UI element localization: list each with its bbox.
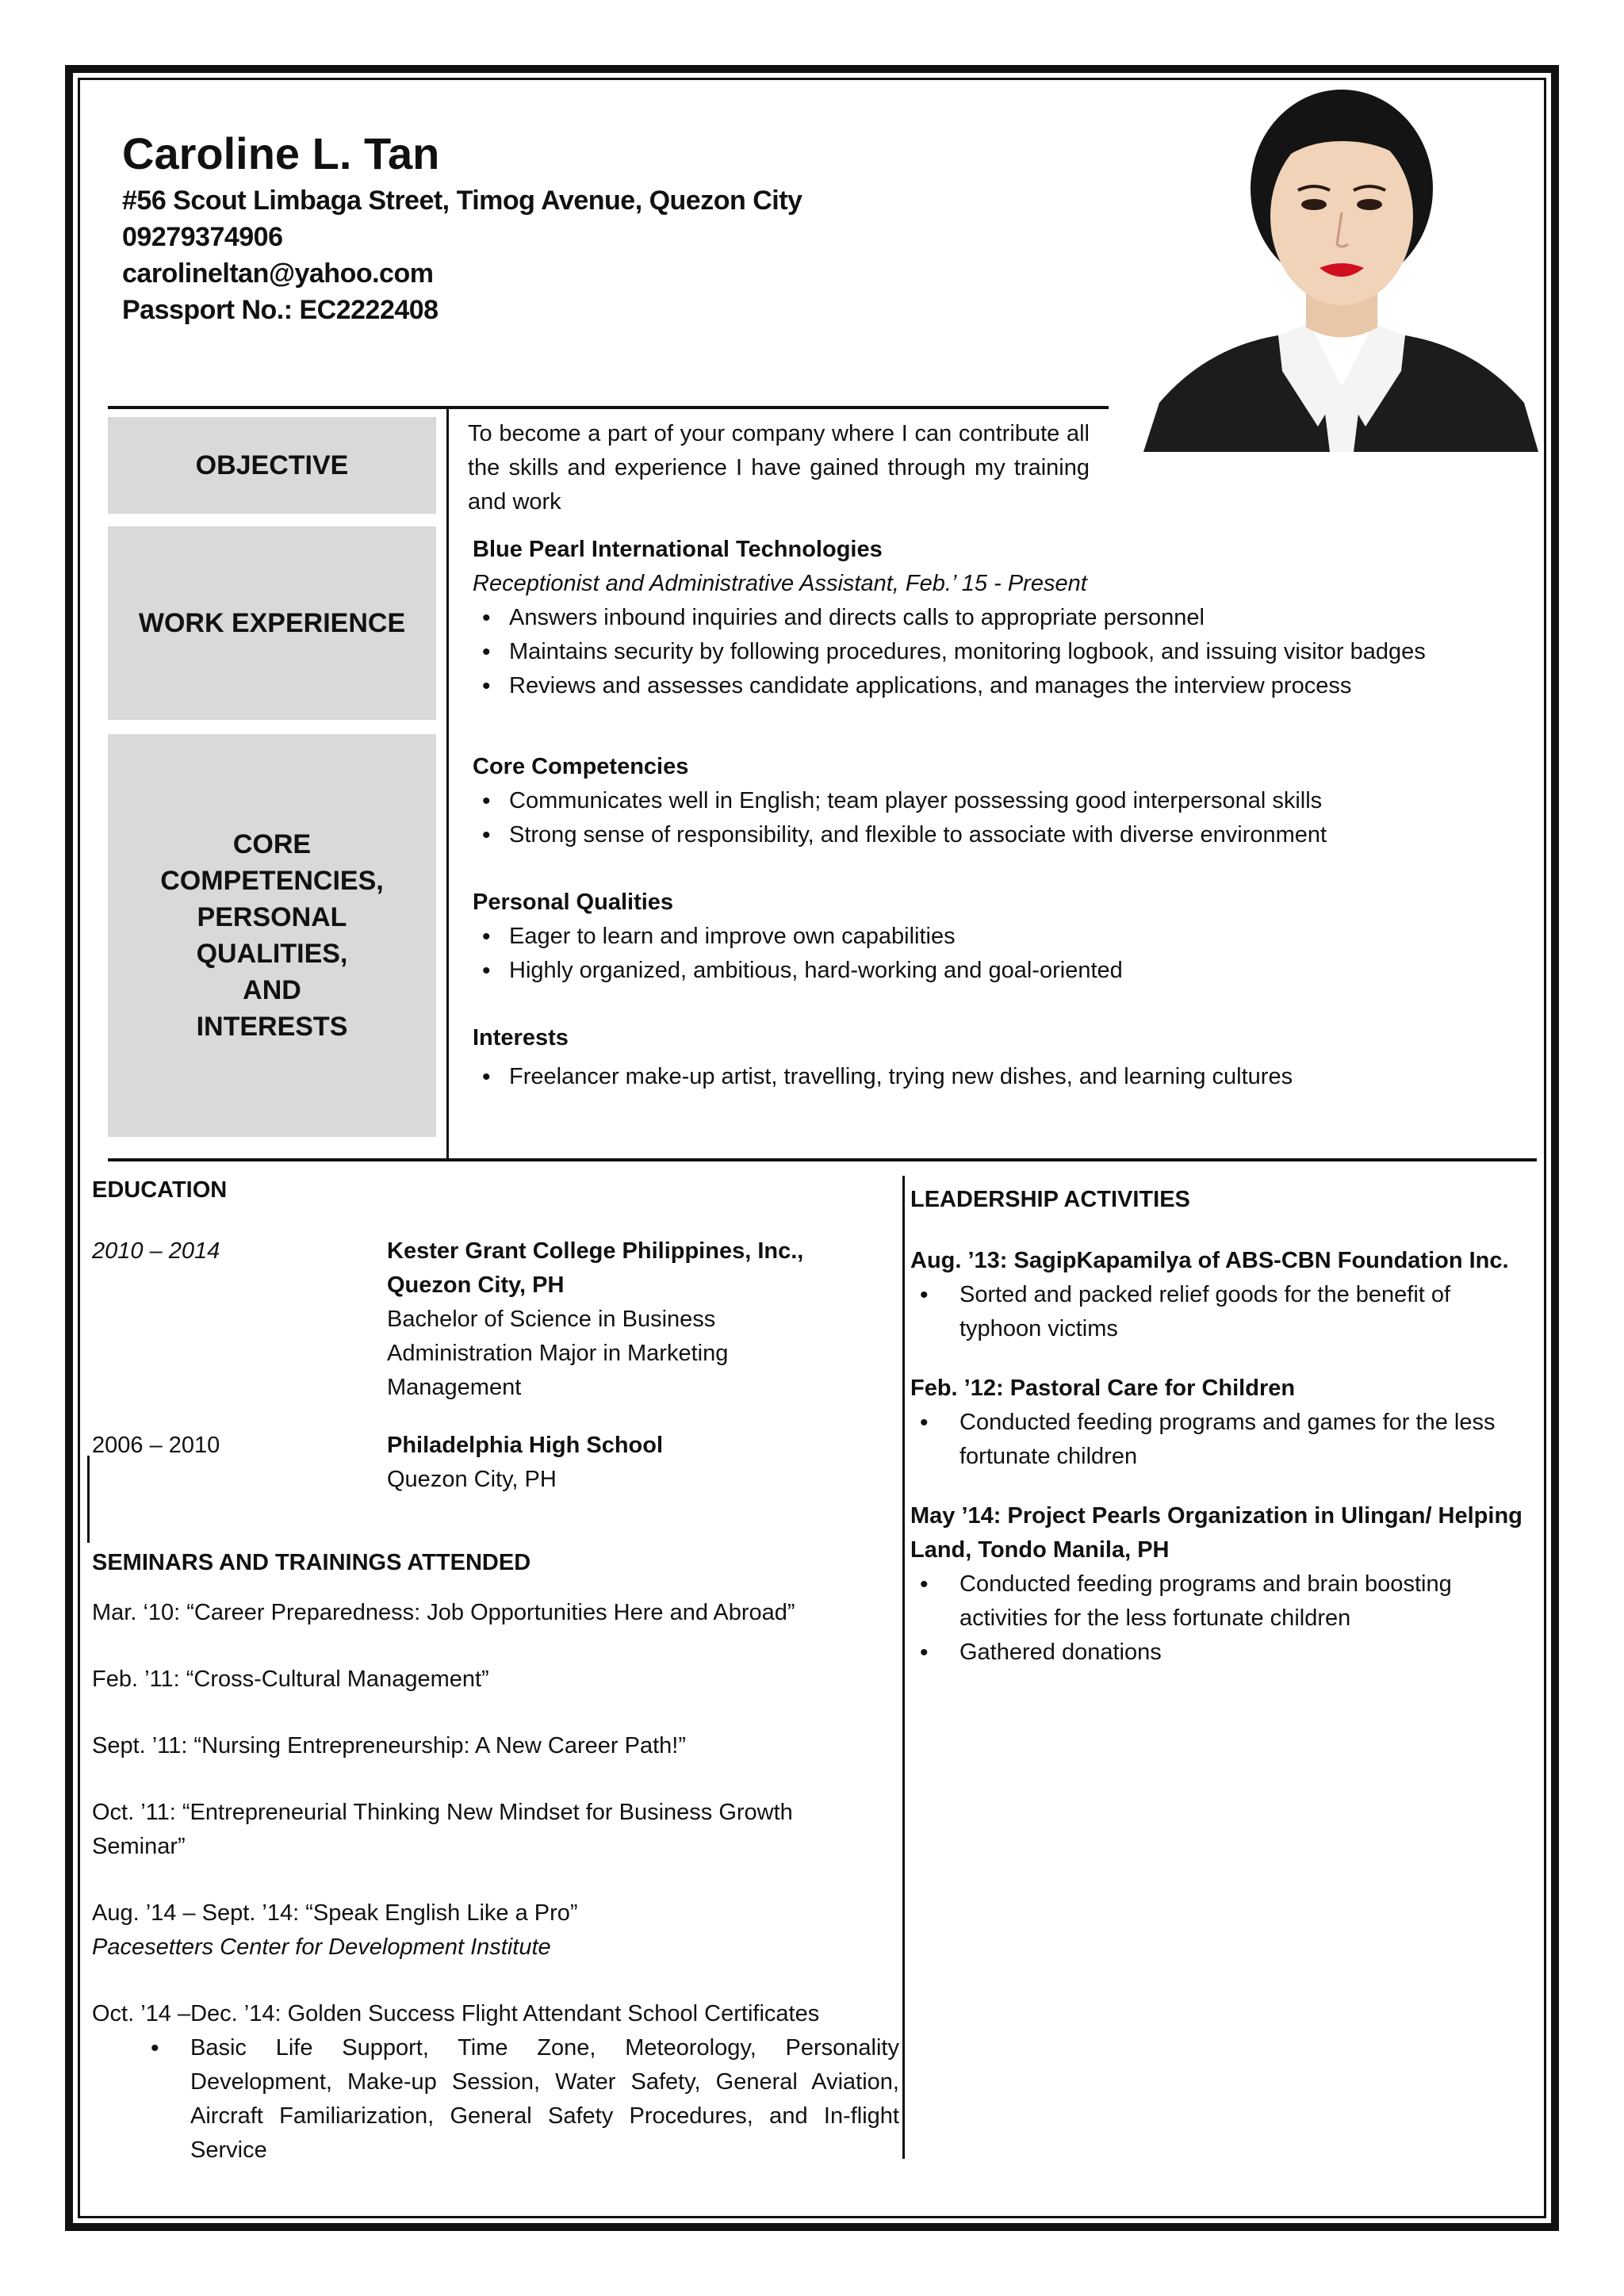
leadership-heading: Aug. ’13: SagipKapamilya of ABS-CBN Foundation Inc. (910, 1248, 1509, 1273)
core-label-line: PERSONAL (197, 902, 347, 932)
education-side-rule (87, 1456, 90, 1543)
core-label-line: CORE (232, 829, 312, 859)
passport-number: Passport No.: EC2222408 (122, 295, 439, 325)
work-experience-section (473, 533, 1535, 703)
education-entry (92, 1429, 885, 1497)
seminar-item: Feb. ’11: “Cross-Cultural Management” (92, 1667, 489, 1692)
degree-line: Management (387, 1375, 522, 1400)
leadership-item: • Conducted feeding programs and brain boosting activities for the less fortunate children (910, 1567, 1526, 1636)
work-duty: • Answers inbound inquiries and directs calls to appropriate personnel (473, 601, 1535, 635)
phone-number: 09279374906 (122, 222, 283, 252)
objective-text: To become a part of your company where I can contribute all the skills and experience I have gained through my training and work (468, 421, 1090, 515)
job-title: Receptionist and Administrative Assistant, Feb.’ 15 - Present (473, 571, 1087, 596)
leadership-item: • Sorted and packed relief goods for the benefit of typhoon victims (910, 1278, 1526, 1346)
company-name: Blue Pearl International Technologies (473, 537, 883, 562)
competency-item: • Communicates well in English; team player possessing good interpersonal skills (473, 784, 1535, 818)
work-experience-label: WORK EXPERIENCE (138, 608, 406, 638)
education-entry (92, 1234, 885, 1405)
leadership-item: • Gathered donations (910, 1636, 1526, 1670)
core-section (473, 750, 1535, 1094)
bottom-column-divider (902, 1176, 905, 2159)
leadership-title: LEADERSHIP ACTIVITIES (910, 1187, 1190, 1212)
leadership-heading: May ’14: Project Pearls Organization in Ulingan/ Helping Land, Tondo Manila, PH (910, 1503, 1522, 1563)
objective-label-box (108, 417, 436, 514)
education-title: EDUCATION (92, 1177, 228, 1203)
core-label-line: INTERESTS (196, 1012, 348, 1042)
seminar-item: Oct. ’11: “Entrepreneurial Thinking New Mindset for Business Growth Seminar” (92, 1800, 793, 1859)
work-duty: • Maintains security by following procedures, monitoring logbook, and issuing visitor badges (473, 635, 1535, 669)
leadership-item: • Conducted feeding programs and games for the less fortunate children (910, 1406, 1526, 1474)
education-years: 2010 – 2014 (92, 1238, 220, 1264)
education-section (92, 1173, 885, 1497)
quality-item: • Highly organized, ambitious, hard-working and goal-oriented (473, 954, 1535, 988)
seminar-item: Mar. ‘10: “Career Preparedness: Job Opportunities Here and Abroad” (92, 1600, 795, 1625)
school-name: Kester Grant College Philippines, Inc., (387, 1238, 804, 1264)
school-location: Quezon City, PH (387, 1467, 557, 1492)
applicant-name: Caroline L. Tan (122, 128, 440, 178)
objective-label: OBJECTIVE (195, 450, 349, 480)
core-label-line: COMPETENCIES, (160, 866, 384, 896)
education-years: 2006 – 2010 (92, 1433, 220, 1458)
school-name: Philadelphia High School (387, 1433, 664, 1458)
leadership-section (910, 1183, 1526, 1670)
left-column-divider (446, 406, 449, 1161)
degree-line: Bachelor of Science in Business (387, 1307, 716, 1332)
interest-item: • Freelancer make-up artist, travelling, trying new dishes, and learning cultures (473, 1060, 1535, 1094)
contact-header (122, 125, 802, 328)
interests-title: Interests (473, 1025, 569, 1050)
seminars-title: SEMINARS AND TRAININGS ATTENDED (92, 1550, 531, 1575)
degree-line: Administration Major in Marketing (387, 1341, 729, 1366)
top-divider (108, 406, 1109, 409)
leadership-heading: Feb. ’12: Pastoral Care for Children (910, 1376, 1296, 1401)
school-location: Quezon City, PH (387, 1272, 565, 1298)
core-label-box (108, 734, 436, 1137)
seminar-item: Aug. ’14 – Sept. ’14: “Speak English Like a Pro” (92, 1900, 578, 1926)
core-label-line: AND (243, 975, 301, 1005)
work-label-box (108, 526, 436, 720)
work-duty: • Reviews and assesses candidate applications, and manages the interview process (473, 669, 1535, 703)
qualities-title: Personal Qualities (473, 890, 674, 915)
seminar-item: Oct. ’14 –Dec. ’14: Golden Success Flight Attendant School Certificates (92, 2001, 820, 2026)
seminar-item: Sept. ’11: “Nursing Entrepreneurship: A New Career Path!” (92, 1733, 687, 1758)
profile-photo (1143, 86, 1538, 452)
seminar-detail: • Basic Life Support, Time Zone, Meteorology, Personality Development, Make-up Session, Water Safety, General Aviation, Aircraft Familiarization, General Safety Procedures, and In-flight Service (141, 2031, 899, 2168)
core-label-line: QUALITIES, (196, 939, 348, 969)
competencies-title: Core Competencies (473, 754, 689, 779)
quality-item: • Eager to learn and improve own capabilities (473, 920, 1535, 954)
seminar-organizer: Pacesetters Center for Development Institute (92, 1934, 551, 1960)
email-address: carolineltan@yahoo.com (122, 258, 434, 289)
address: #56 Scout Limbaga Street, Timog Avenue, Quezon City (122, 186, 802, 216)
competency-item: • Strong sense of responsibility, and flexible to associate with diverse environment (473, 818, 1535, 852)
seminars-section (92, 1546, 902, 2168)
middle-divider (108, 1158, 1537, 1161)
